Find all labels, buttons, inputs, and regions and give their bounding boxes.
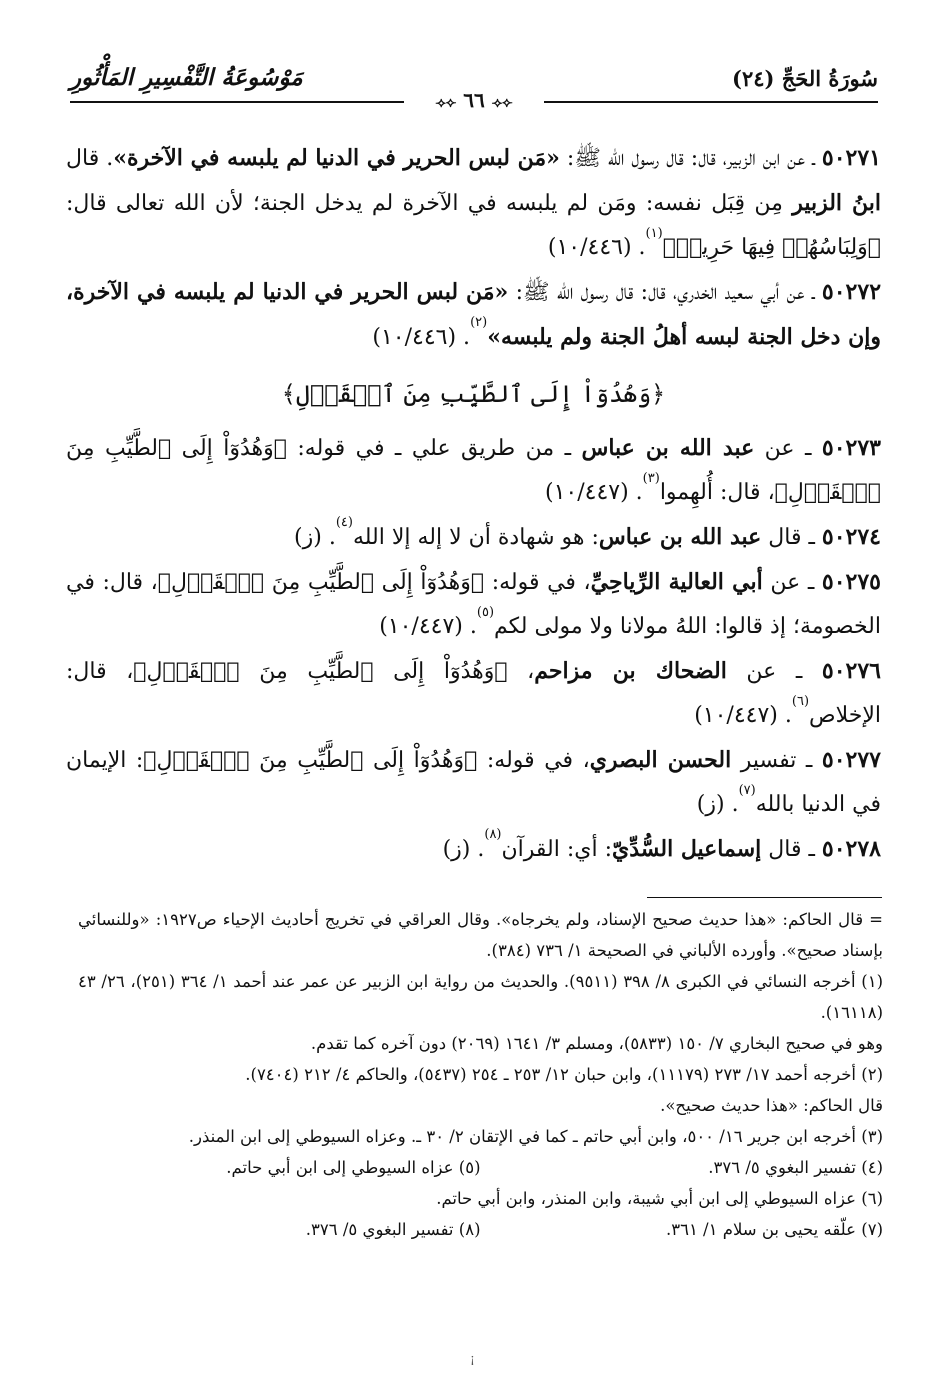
- narrator-name: عبد الله بن عباس: [598, 524, 762, 550]
- narrator-name: أبي العالية الرِّياحِيِّ: [590, 569, 763, 595]
- entry-number: ٥٠٢٧٥: [821, 569, 881, 595]
- entry-number: ٥٠٢٧١: [821, 145, 881, 171]
- book-title: مَوْسُوعَةُ التَّفْسِيرِ المَأْثُورِ: [70, 64, 303, 91]
- page-mark: ¡: [470, 1352, 475, 1366]
- footnote-8: (٨) تفسير البغوي ٥/ ٣٧٦.: [305, 1220, 481, 1239]
- entry-text: ـ عن: [762, 570, 822, 595]
- footnote-continued: = قال الحاكم: «هذا حديث صحيح الإسناد، ولم يخرجاه». وقال العراقي في تخريج أحاديث الإحياء ص١٩٢٧: «وللنسائي بإسناد صحيح». وأورده الألباني في الصحيحة ١/ ٧٣٦ (٣٨٤).: [78, 910, 883, 960]
- entry-number: ٥٠٢٧٨: [821, 836, 881, 862]
- footnote-marker: (٨): [484, 827, 502, 842]
- footnote-7: (٧) علّقه يحيى بن سلام ١/ ٣٦١.: [665, 1220, 883, 1239]
- footnote-3: (٣) أخرجه ابن جرير ١٦/ ٥٠٠، وابن أبي حاتم ـ كما في الإتقان ٢/ ٣٠ ـ. وعزاه السيوطي إلى ابن المنذر.: [188, 1127, 883, 1146]
- entry-number: ٥٠٢٧٧: [821, 747, 881, 773]
- footnote-row-7-8: [78, 1214, 883, 1245]
- ornament-right-icon: ⟢⟣: [491, 95, 513, 111]
- entry-50276: [66, 649, 881, 738]
- entry-text: ـ قال: [761, 525, 822, 550]
- volume-reference: . (١٠/٤٤٦): [547, 235, 646, 260]
- volume-reference: . (١٠/٤٤٦): [372, 325, 471, 350]
- entry-50275: [66, 560, 881, 649]
- entry-text: ، في قوله: ﴿وَهُدُوٓاْ إِلَى ٱلطَّيِّبِ مِنَ ٱلۡقَوۡلِ﴾، قال: في الخصومة؛ إذ قالوا: اللهُ مولانا ولا مولى لكم: [66, 570, 881, 639]
- entry-50273: [66, 426, 881, 515]
- entry-text: ـ من طريق علي ـ في قوله: ﴿وَهُدُوٓاْ إِلَى ٱلطَّيِّبِ مِنَ ٱلۡقَوۡلِ﴾، قال: أُلهِموا: [66, 436, 881, 505]
- page-number-box: [404, 88, 544, 112]
- entry-text: ـ قال: [761, 837, 822, 862]
- hadith-quote: «مَن لبس الحرير في الدنيا لم يلبسه في الآخرة، وإن دخل الجنة لبسه أهلُ الجنة ولم يلبسه»: [66, 279, 881, 350]
- entry-text: ـ عن ابن الزبير، قال: قال رسول الله ﷺ:: [559, 146, 822, 171]
- footnote-marker: (٧): [738, 783, 756, 798]
- entry-text: ـ عن أبي سعيد الخدري، قال: قال رسول الله ﷺ:: [508, 280, 822, 305]
- page-number: ٦٦: [463, 88, 485, 112]
- ornament-left-icon: ⟢⟣: [435, 95, 457, 111]
- entry-50274: [66, 515, 881, 560]
- footnote-marker: (٣): [642, 471, 660, 486]
- volume-reference: . (١٠/٤٤٧): [694, 703, 792, 728]
- entry-number: ٥٠٢٧٦: [821, 658, 881, 684]
- entry-text: . قال: [66, 146, 114, 171]
- entry-50278: [66, 827, 881, 872]
- footnote-marker: (٥): [476, 605, 495, 620]
- footnote-marker: (٤): [335, 515, 353, 530]
- entry-text: ـ تفسير: [731, 748, 822, 773]
- footnote-1-extra: وهو في صحيح البخاري ٧/ ١٥٠ (٥٨٣٣)، ومسلم ٣/ ١٦٤١ (٢٠٦٩) دون آخره كما تقدم.: [310, 1034, 883, 1053]
- footnote-1: (١) أخرجه النسائي في الكبرى ٨/ ٣٩٨ (٩٥١١). والحديث من رواية ابن الزبير عن عمر عند أحمد ١/ ٣٦٤ (٢٥١)، ٢٦/ ٤٣ (١٦١١٨).: [78, 972, 884, 1022]
- entry-text: : أي: القرآن: [501, 837, 612, 862]
- volume-reference: . (١٠/٤٤٧): [545, 480, 643, 505]
- volume-reference: . (١٠/٤٤٧): [379, 614, 477, 639]
- footnote-2: (٢) أخرجه أحمد ١٧/ ٢٧٣ (١١١٧٩)، وابن حبان ١٢/ ٢٥٣ ـ ٢٥٤ (٥٤٣٧)، والحاكم ٤/ ٢١٢ (٧٤٠٤).: [245, 1065, 883, 1084]
- verse-heading: ﴿وَهُدُوٓاْ إِلَى ٱلطَّيِّبِ مِنَ ٱلۡقَوۡلِ﴾: [281, 380, 666, 408]
- entry-50277: [66, 738, 881, 827]
- narrator-name: عبد الله بن عباس: [581, 435, 755, 461]
- main-text: [66, 136, 881, 872]
- volume-reference: . (ز): [696, 792, 739, 817]
- entry-text: ـ عن: [726, 659, 822, 684]
- footnote-4: (٤) تفسير البغوي ٥/ ٣٧٦.: [708, 1158, 883, 1177]
- narrator-name: ابنُ الزبير: [792, 190, 881, 216]
- footnote-marker: (٦): [791, 694, 810, 709]
- entry-text: مِن قِبَل نفسه: ومَن لم يلبسه في الآخرة لم يدخل الجنة؛ لأن الله تعالى قال: ﴿وَلِبَاسُهُمۡ فِيهَا حَرِيرٞ﴾: [66, 191, 881, 260]
- narrator-name: الحسن البصري: [589, 747, 732, 773]
- volume-reference: . (ز): [294, 525, 336, 550]
- surah-title: سُورَةُ الحَجِّ (٢٤): [732, 66, 878, 91]
- narrator-name: إسماعيل السُّدِّيّ: [612, 836, 762, 862]
- entry-text: ، ﴿وَهُدُوٓاْ إِلَى ٱلطَّيِّبِ مِنَ ٱلۡقَوۡلِ﴾، قال: الإخلاص: [66, 659, 881, 728]
- hadith-quote: «مَن لبس الحرير في الدنيا لم يلبسه في الآخرة»: [113, 145, 560, 171]
- footnote-2-extra: قال الحاكم: «هذا حديث صحيح».: [660, 1096, 883, 1115]
- entry-number: ٥٠٢٧٣: [821, 435, 881, 461]
- narrator-name: الضحاك بن مزاحم: [534, 658, 727, 684]
- footnote-divider: [647, 897, 882, 898]
- entry-number: ٥٠٢٧٤: [821, 524, 881, 550]
- entry-text: : هو شهادة أن لا إله إلا الله: [352, 525, 599, 550]
- volume-reference: . (ز): [442, 837, 485, 862]
- entry-text: ـ عن: [754, 436, 822, 461]
- entry-number: ٥٠٢٧٢: [821, 279, 882, 305]
- footnote-row-4-5: [78, 1152, 883, 1183]
- footnote-marker: (٢): [470, 315, 488, 330]
- entry-50272: [66, 270, 881, 360]
- footnote-marker: (١): [645, 226, 663, 241]
- entry-50271: [66, 136, 881, 270]
- footnote-5: (٥) عزاه السيوطي إلى ابن أبي حاتم.: [226, 1158, 481, 1177]
- entry-text: ، في قوله: ﴿وَهُدُوٓاْ إِلَى ٱلطَّيِّبِ مِنَ ٱلۡقَوۡلِ﴾: الإيمان في الدنيا بالله: [66, 748, 881, 817]
- footnotes: [78, 904, 883, 1245]
- footnote-6: (٦) عزاه السيوطي إلى ابن أبي شيبة، وابن المنذر، وابن أبي حاتم.: [436, 1189, 883, 1208]
